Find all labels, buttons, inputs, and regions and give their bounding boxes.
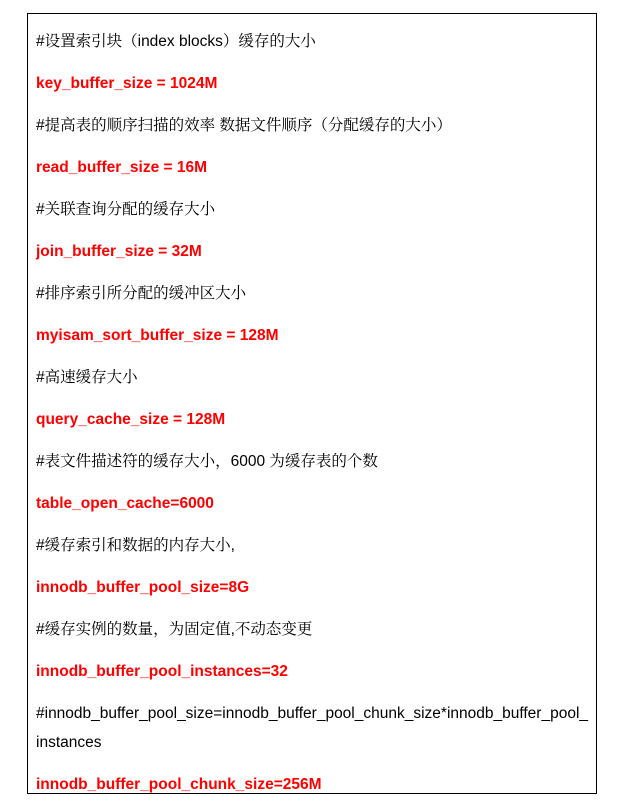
config-setting-line: table_open_cache=6000 [36, 495, 214, 512]
config-setting-line: myisam_sort_buffer_size = 128M [36, 327, 279, 344]
config-comment-line: #高速缓存大小 [36, 369, 138, 386]
config-setting-line: join_buffer_size = 32M [36, 243, 202, 260]
config-setting-line: innodb_buffer_pool_chunk_size=256M [36, 776, 322, 793]
config-setting-line: key_buffer_size = 1024M [36, 75, 218, 92]
config-comment-line: #关联查询分配的缓存大小 [36, 201, 216, 218]
config-comment-line: #缓存实例的数量，为固定值,不动态变更 [36, 621, 313, 638]
config-comment-line: #表文件描述符的缓存大小，6000 为缓存表的个数 [36, 453, 378, 470]
config-setting-line: query_cache_size = 128M [36, 411, 226, 428]
config-line-list [36, 14, 590, 794]
config-setting-line: innodb_buffer_pool_instances=32 [36, 663, 288, 680]
config-comment-line: #innodb_buffer_pool_size=innodb_buffer_pool_chunk_size*innodb_buffer_pool_instances [36, 705, 589, 751]
config-comment-line: #排序索引所分配的缓冲区大小 [36, 285, 247, 302]
config-setting-line: read_buffer_size = 16M [36, 159, 208, 176]
config-comment-line: #缓存索引和数据的内存大小, [36, 537, 235, 554]
config-setting-line: innodb_buffer_pool_size=8G [36, 579, 250, 596]
config-snippet-box [27, 13, 597, 794]
config-comment-line: #提高表的顺序扫描的效率 数据文件顺序（分配缓存的大小） [36, 117, 452, 134]
config-comment-line: #设置索引块（index blocks）缓存的大小 [36, 33, 316, 50]
